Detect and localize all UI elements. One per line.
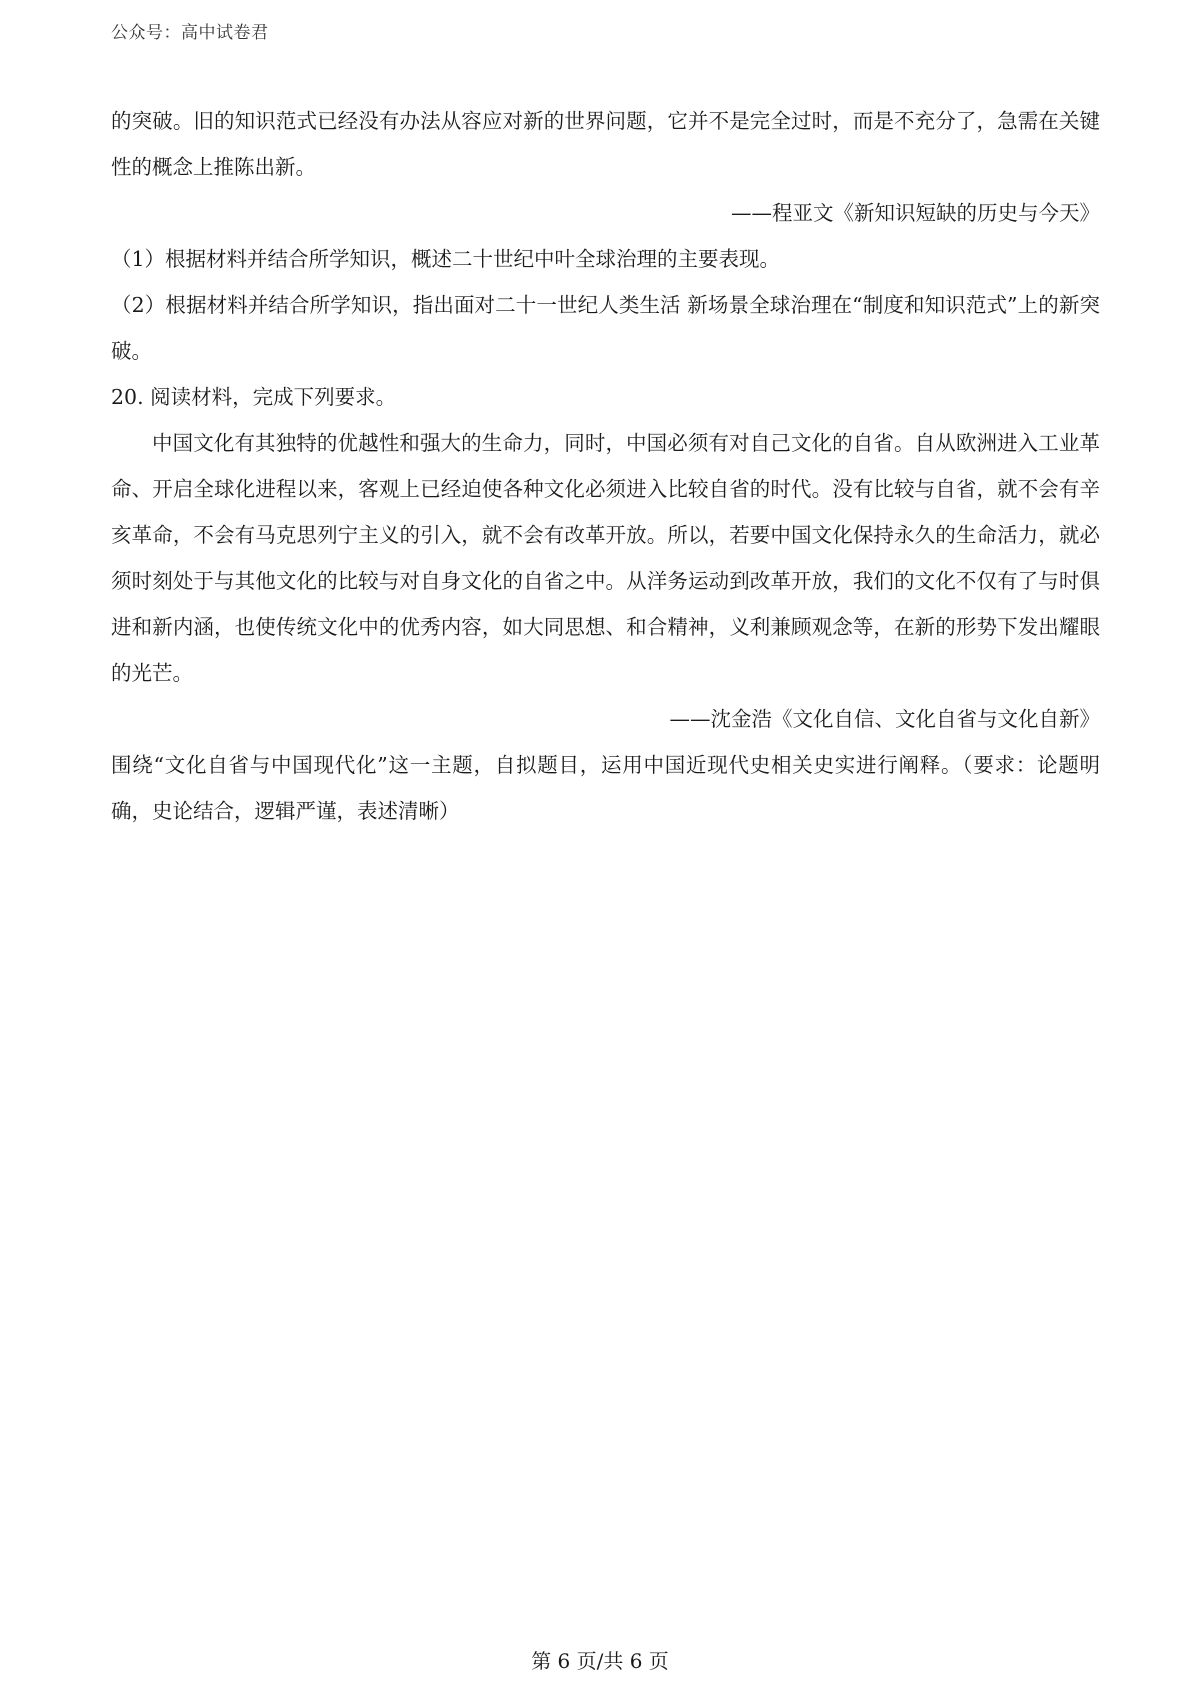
q20-title: 20. 阅读材料，完成下列要求。 — [111, 385, 397, 409]
page-content — [111, 98, 1100, 834]
q19-sub1: （1）根据材料并结合所学知识，概述二十世纪中叶全球治理的主要表现。 — [111, 247, 781, 271]
q20-source: ——沈金浩《文化自信、文化自省与文化自新》 — [669, 707, 1100, 731]
q19-sub2: （2）根据材料并结合所学知识，指出面对二十一世纪人类生活 新场景全球治理在“制度和知识范式”上的新突破。 — [111, 293, 1100, 363]
page-header: 公众号：高中试卷君 — [111, 23, 269, 43]
material-continued-text: 的突破。旧的知识范式已经没有办法从容应对新的世界问题，它并不是完全过时，而是不充分了，急需在关键性的概念上推陈出新。 — [111, 109, 1100, 179]
q20-task: 围绕“文化自省与中国现代化”这一主题，自拟题目，运用中国近现代史相关史实进行阐释。（要求：论题明确，史论结合，逻辑严谨，表述清晰） — [111, 753, 1100, 823]
page-number: 第 6 页/共 6 页 — [531, 1649, 669, 1673]
q20-material: 中国文化有其独特的优越性和强大的生命力，同时，中国必须有对自己文化的自省。自从欧洲进入工业革命、开启全球化进程以来，客观上已经迫使各种文化必须进入比较自省的时代。没有比较与自省，就不会有辛亥革命，不会有马克思列宁主义的引入，就不会有改革开放。所以，若要中国文化保持永久的生命活力，就必须时刻处于与其他文化的比较与对自身文化的自省之中。从洋务运动到改革开放，我们的文化不仅有了与时俱进和新内涵，也使传统文化中的优秀内容，如大同思想、和合精神，义利兼顾观念等，在新的形势下发出耀眼的光芒。 — [111, 431, 1100, 685]
material-continued-source: ——程亚文《新知识短缺的历史与今天》 — [731, 201, 1100, 225]
